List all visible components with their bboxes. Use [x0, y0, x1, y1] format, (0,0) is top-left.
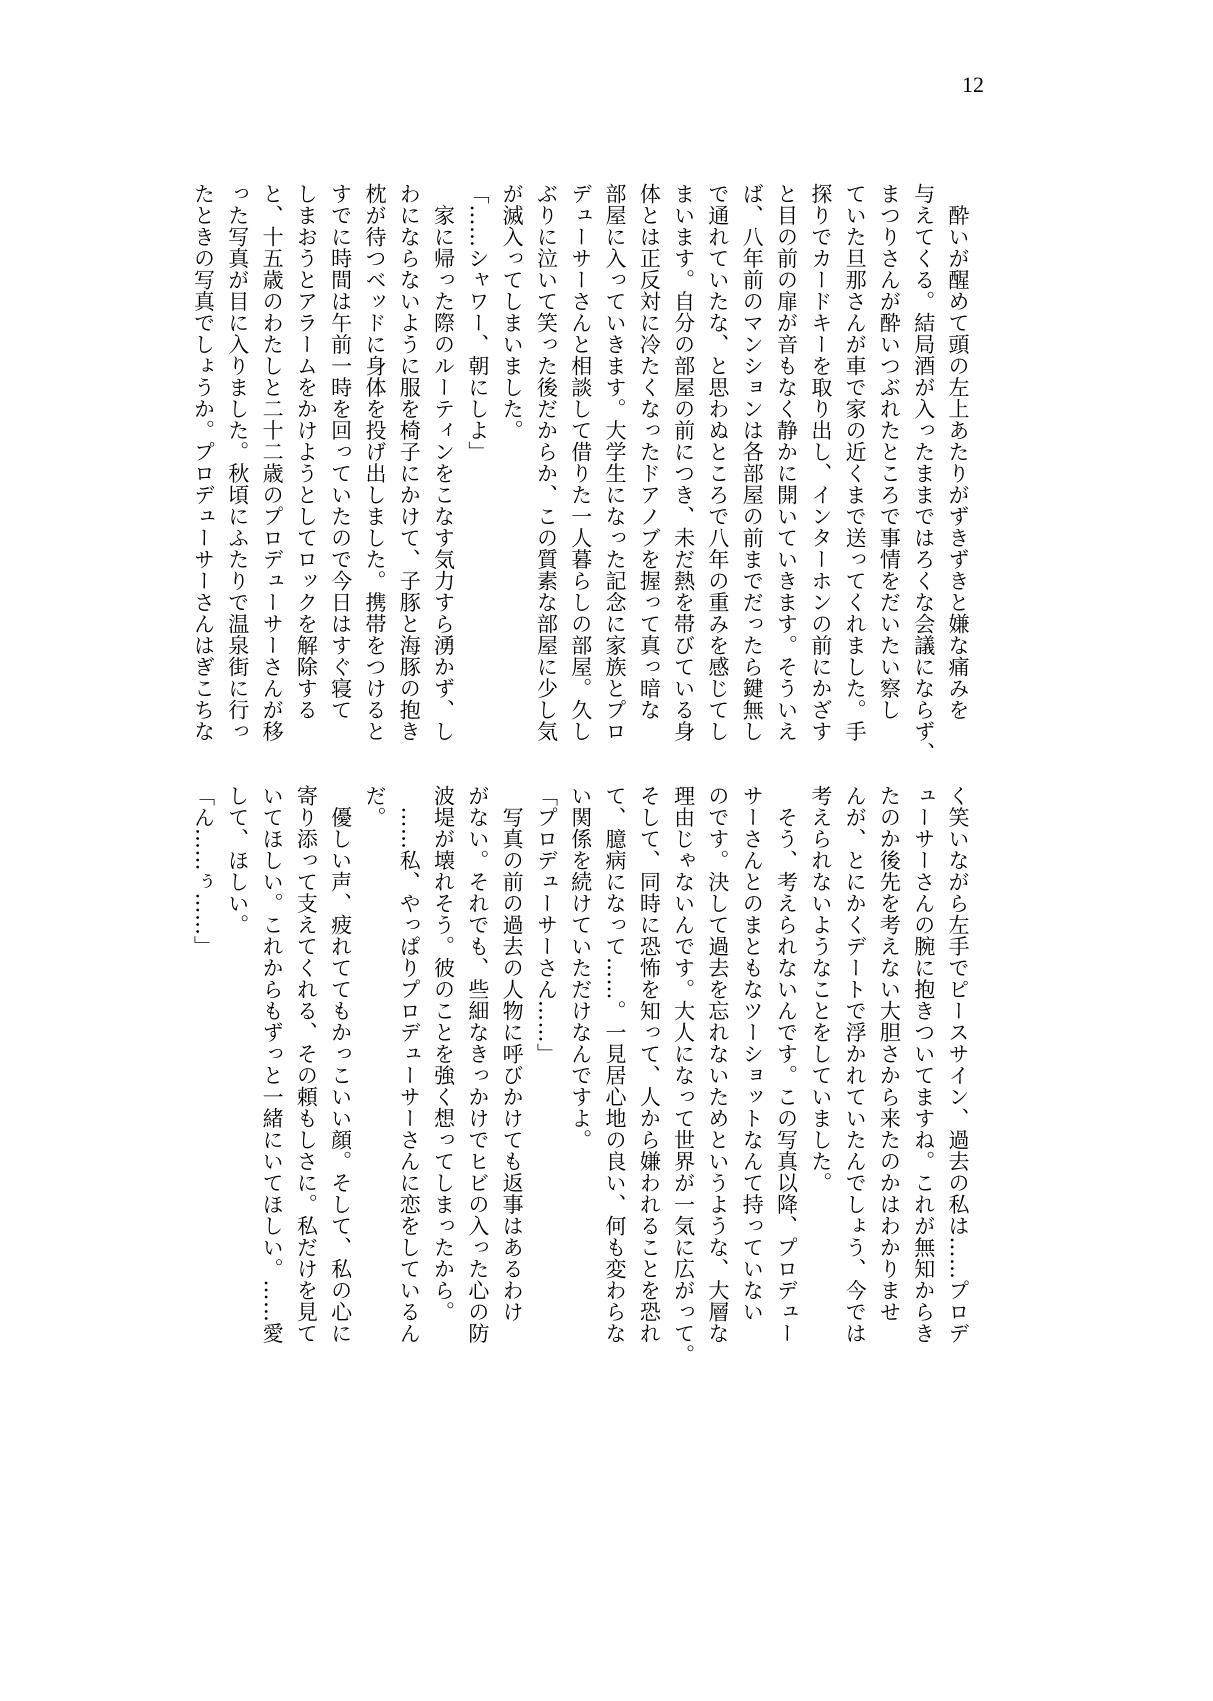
text-line: と目の前の扉が音もなく静かに開いていきます。そういえ — [774, 183, 799, 742]
text-line: 酔いが醒めて頭の左上あたりがずきずきと嫌な痛みを — [946, 183, 970, 721]
text-line: 寄り添って支えてくれる、その頼もしさに。私だけを見て — [294, 785, 319, 1344]
text-line: そう、考えられないんです。この写真以降、プロデュー — [774, 785, 799, 1344]
text-line: く笑いながら左手でピースサイン、過去の私は……プロデ — [946, 785, 970, 1344]
text-line: まつりさんが酔いつぶれたところで事情をだいたい察し — [877, 183, 902, 721]
text-line: わにならないように服を椅子にかけて、子豚と海豚の抱き — [397, 183, 422, 742]
text-line: 写真の前の過去の人物に呼びかけても返事はあるわけ — [500, 785, 525, 1323]
text-line: ……私、やっぱりプロデューサーさんに恋をしているん — [397, 785, 422, 1344]
text-line: が滅入ってしまいました。 — [500, 183, 525, 441]
text-line: 与えてくる。結局酒が入ったままではろくな会議にならず、 — [911, 183, 936, 764]
text-line: たときの写真でしょうか。プロデューサーさんはぎこちな — [191, 183, 216, 742]
page-number: 12 — [962, 72, 984, 97]
text-line: 「プロデューサーさん……」 — [534, 785, 559, 1065]
text-line: そして、同時に恐怖を知って、人から嫌われることを恐れ — [637, 785, 662, 1344]
text-line: サーさんとのまともなツーショットなんて持っていない — [740, 785, 765, 1323]
text-line: 枕が待つベッドに身体を投げ出しました。携帯をつけると — [362, 183, 387, 742]
text-line: デューサーさんと相談して借りた一人暮らしの部屋。久し — [568, 183, 593, 742]
text-line: 体とは正反対に冷たくなったドアノブを握って真っ暗な — [637, 183, 662, 721]
text-line: まいます。自分の部屋の前につき、未だ熱を帯びている身 — [671, 183, 696, 742]
text-line: 家に帰った際のルーティンをこなす気力すら湧かず、し — [431, 183, 456, 742]
text-line: ューサーさんの腕に抱きついてますね。これが無知からき — [911, 785, 936, 1344]
text-line: て、臆病になって……。一見居心地の良い、何も変わらな — [603, 785, 628, 1344]
text-line: ば、八年前のマンションは各部屋の前までだったら鍵無し — [740, 183, 765, 742]
text-line: 「……シャワー、朝にしよ」 — [465, 183, 490, 463]
text-line: すでに時間は午前一時を回っていたので今日はすぐ寝て — [328, 183, 353, 721]
text-line: のです。決して過去を忘れないためというような、大層な — [705, 785, 730, 1344]
text-line: 理由じゃないんです。大人になって世界が一気に広がって。 — [671, 785, 696, 1366]
text-line: して、ほしい。 — [225, 785, 250, 936]
text-line: 考えられないようなことをしていました。 — [808, 785, 833, 1194]
lower-text-block — [186, 785, 975, 1366]
text-line: 「ん……ぅ……」 — [191, 785, 216, 957]
text-line: と、十五歳のわたしと二十二歳のプロデューサーさんが移 — [260, 183, 285, 742]
text-line: ていた旦那さんが車で家の近くまで送ってくれました。手 — [843, 183, 868, 742]
text-line: だ。 — [362, 785, 387, 828]
text-line: んが、とにかくデートで浮かれていたんでしょう、今では — [843, 785, 868, 1344]
text-line: 優しい声、疲れててもかっこいい顔。そして、私の心に — [328, 785, 353, 1344]
text-line: ぶりに泣いて笑った後だからか、この質素な部屋に少し気 — [534, 183, 559, 742]
text-line: 探りでカードキーを取り出し、インターホンの前にかざす — [808, 183, 833, 742]
text-line: しまおうとアラームをかけようとしてロックを解除する — [294, 183, 319, 721]
upper-text-block — [186, 183, 975, 764]
text-line: 波堤が壊れそう。彼のことを強く想ってしまったから。 — [431, 785, 456, 1323]
text-line: った写真が目に入りました。秋頃にふたりで温泉街に行っ — [225, 183, 250, 742]
text-line: がない。それでも、些細なきっかけでヒビの入った心の防 — [465, 785, 490, 1344]
text-line: たのか後先を考えない大胆さから来たのかはわかりませ — [877, 785, 902, 1323]
text-line: いてほしい。これからもずっと一緒にいてほしい。……愛 — [260, 785, 285, 1344]
text-line: い関係を続けていただけなんですよ。 — [568, 785, 593, 1151]
text-line: 部屋に入っていきます。大学生になった記念に家族とプロ — [603, 183, 628, 742]
text-line: で通れていたな、と思わぬところで八年の重みを感じてし — [705, 183, 730, 742]
